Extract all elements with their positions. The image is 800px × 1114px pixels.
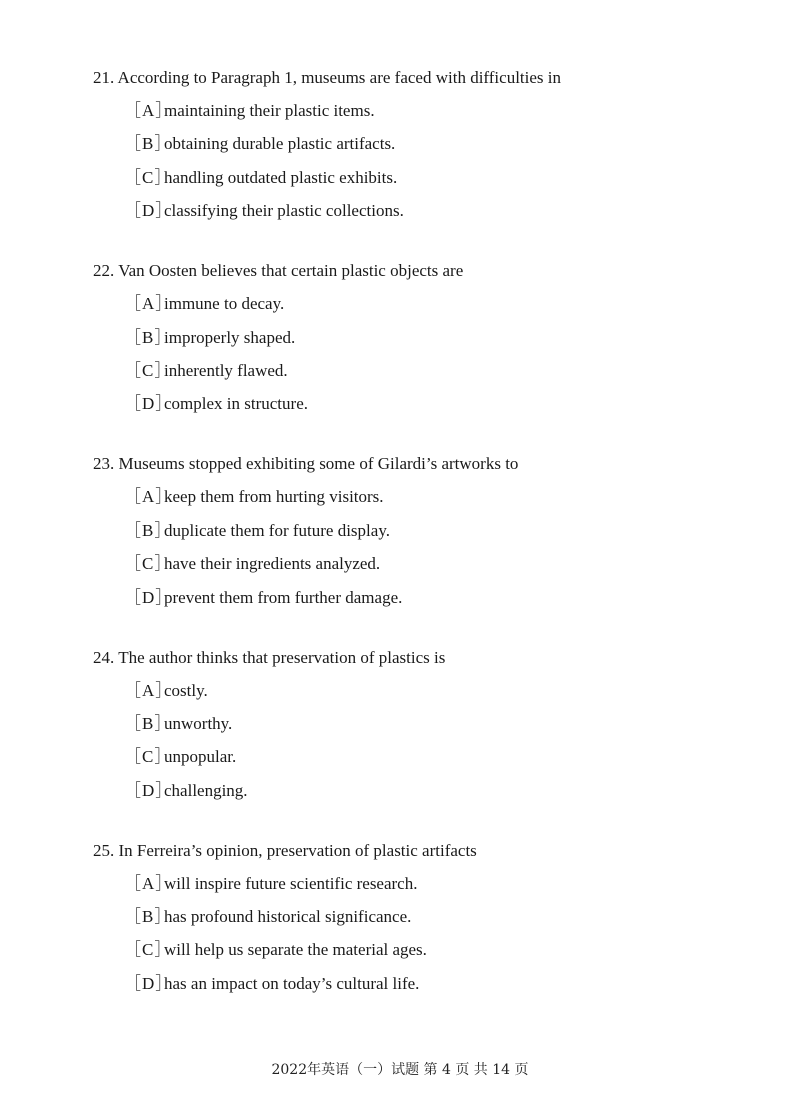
option-b [124, 519, 753, 543]
option-letter: ［D］ [124, 973, 174, 993]
option-text: improperly shaped. [164, 327, 296, 347]
option-a [124, 872, 753, 896]
option-letter: ［C］ [124, 747, 173, 767]
option-c [124, 938, 753, 962]
option-letter: ［A］ [124, 680, 174, 700]
option-text: maintaining their plastic items. [164, 101, 375, 120]
option-letter: ［B］ [124, 907, 173, 927]
option-a [124, 485, 753, 509]
page-footer: 2022年英语（一）试题 第 4 页 共 14 页 [271, 1062, 529, 1078]
option-c [124, 552, 753, 576]
question-stem: 24. The author thinks that preservation of plastics is [93, 647, 446, 667]
question-stem: 23. Museums stopped exhibiting some of Gilardi’s artworks to [93, 454, 519, 474]
option-letter: ［C］ [124, 360, 173, 380]
option-letter: ［A］ [124, 487, 174, 507]
option-letter: ［C］ [124, 554, 173, 574]
option-text: has an impact on today’s cultural life. [164, 973, 420, 993]
option-text: have their ingredients analyzed. [164, 554, 381, 574]
option-text: prevent them from further damage. [164, 587, 403, 607]
option-text: challenging. [164, 780, 248, 800]
option-letter: ［C］ [124, 167, 173, 187]
option-d [124, 199, 753, 223]
option-text: complex in structure. [164, 394, 308, 414]
option-text: duplicate them for future display. [164, 520, 390, 540]
option-letter: ［A］ [124, 294, 174, 314]
option-letter: ［A］ [124, 873, 174, 893]
option-a [124, 679, 753, 703]
option-text: classifying their plastic collections. [164, 201, 404, 221]
option-letter: ［D］ [124, 201, 174, 221]
option-c [124, 745, 753, 769]
option-text: keep them from hurting visitors. [164, 487, 384, 507]
option-d [124, 392, 753, 416]
question-24 [93, 646, 753, 803]
question-stem: 22. Van Oosten believes that certain plastic objects are [93, 261, 464, 281]
option-letter: ［B］ [124, 327, 173, 347]
option-c [124, 166, 753, 190]
option-c [124, 359, 753, 383]
option-text: costly. [164, 680, 208, 700]
option-text: immune to decay. [164, 294, 285, 314]
option-letter: ［D］ [124, 394, 174, 414]
option-text: will help us separate the material ages. [164, 940, 427, 960]
option-b [124, 132, 753, 156]
option-text: will inspire future scientific research. [164, 873, 418, 893]
question-stem: 25. In Ferreira’s opinion, preservation of plastic artifacts [93, 840, 477, 860]
option-letter: ［C］ [124, 940, 173, 960]
option-letter: ［B］ [124, 134, 173, 154]
option-letter: ［D］ [124, 780, 174, 800]
option-a [124, 292, 753, 316]
option-text: handling outdated plastic exhibits. [164, 167, 398, 187]
option-d [124, 779, 753, 803]
option-b [124, 905, 753, 929]
question-25 [93, 839, 753, 996]
option-text: obtaining durable plastic artifacts. [164, 134, 396, 154]
question-list [93, 66, 753, 1032]
option-letter: ［B］ [124, 713, 173, 733]
question-23 [93, 452, 753, 609]
option-d [124, 586, 753, 610]
option-letter: ［B］ [124, 520, 173, 540]
option-text: has profound historical significance. [164, 907, 412, 927]
question-stem: 21. According to Paragraph 1, museums are faced with difficulties in [93, 68, 562, 87]
option-a [124, 99, 753, 123]
question-21 [93, 66, 753, 223]
option-b [124, 326, 753, 350]
option-letter: ［D］ [124, 587, 174, 607]
option-letter: ［A］ [124, 101, 174, 120]
question-22 [93, 259, 753, 416]
option-text: unpopular. [164, 747, 237, 767]
option-text: unworthy. [164, 713, 233, 733]
option-b [124, 712, 753, 736]
option-d [124, 972, 753, 996]
option-text: inherently flawed. [164, 360, 288, 380]
